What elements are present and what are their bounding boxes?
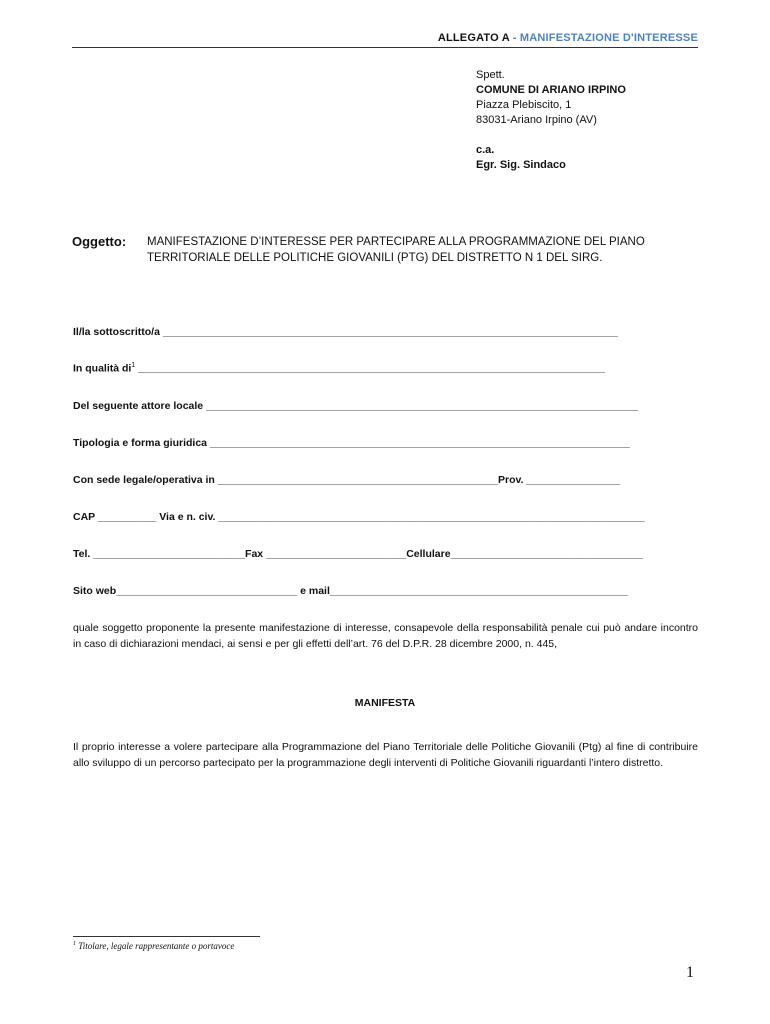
address-street: Piazza Plebiscito, 1 <box>476 99 572 111</box>
header-rule <box>72 47 698 48</box>
field-legal-form[interactable]: Tipologia e forma giuridica ________________________________________________________________________ <box>73 437 631 449</box>
footnote-rule <box>73 936 260 937</box>
recipient-address <box>476 68 626 173</box>
interest-paragraph: Il proprio interesse a volere partecipare alla Programmazione del Piano Territoriale delle Politiche Giovanili (Ptg) al fine di contribuire allo sviluppo di un percorso partecipato per la programmazione degli interventi di Politiche Giovanili riguardanti l’intero distretto. <box>73 741 698 769</box>
declaration-paragraph: quale soggetto proponente la presente manifestazione di interesse, consapevole della responsabilità penale cui può andare incontro in caso di dichiarazioni mendaci, ai sensi e per gli effetti dell’art. 76 del D.P.R. 28 dicembre 2000, n. 445, <box>73 622 698 650</box>
address-recipient: COMUNE DI ARIANO IRPINO <box>476 84 626 96</box>
document-header <box>438 32 698 44</box>
field-legal-seat[interactable]: Con sede legale/operativa in ________________________________________________Prov. ________________ <box>73 474 620 486</box>
footnote-ref: 1 <box>131 362 136 369</box>
header-label: ALLEGATO A <box>437 32 510 44</box>
address-spacer <box>476 128 626 143</box>
header-separator: - <box>509 32 520 44</box>
field-cap-address[interactable]: CAP __________ Via e n. civ. _________________________________________________________________________ <box>73 511 645 523</box>
field-local-actor[interactable]: Del seguente attore locale __________________________________________________________________________ <box>73 400 639 412</box>
address-attention: c.a. <box>476 144 495 156</box>
field-capacity-label: In qualità di <box>73 362 132 375</box>
subject-text: MANIFESTAZIONE D’INTERESSE PER PARTECIPARE ALLA PROGRAMMAZIONE DEL PIANO TERRITORIALE DELLE POLITICHE GIOVANILI (PTG) DEL DISTRETTO N 1 DEL SIRG. <box>147 236 645 264</box>
field-website-email[interactable]: Sito web_______________________________ e mail___________________________________________________ <box>73 585 628 597</box>
footnote-marker: 1 <box>73 941 76 947</box>
footnote-text: Titolare, legale rappresentante o portavoce <box>76 941 235 951</box>
field-capacity[interactable] <box>73 362 605 375</box>
manifesta-heading: MANIFESTA <box>354 697 416 709</box>
page-number: 1 <box>686 964 694 981</box>
field-undersigned[interactable]: Il/la sottoscritto/a ______________________________________________________________________________ <box>73 326 619 338</box>
address-city: 83031-Ariano Irpino (AV) <box>476 114 597 126</box>
address-attention-name: Egr. Sig. Sindaco <box>476 159 566 171</box>
field-phone-fax-mobile[interactable]: Tel. __________________________Fax ________________________Cellulare_________________________________ <box>73 548 644 560</box>
subject-label: Oggetto: <box>72 234 127 249</box>
address-salutation: Spett. <box>476 69 505 81</box>
header-title: MANIFESTAZIONE D'INTERESSE <box>519 32 698 44</box>
footnote <box>73 941 234 951</box>
field-capacity-line: ________________________________________________________________________________ <box>135 362 606 375</box>
